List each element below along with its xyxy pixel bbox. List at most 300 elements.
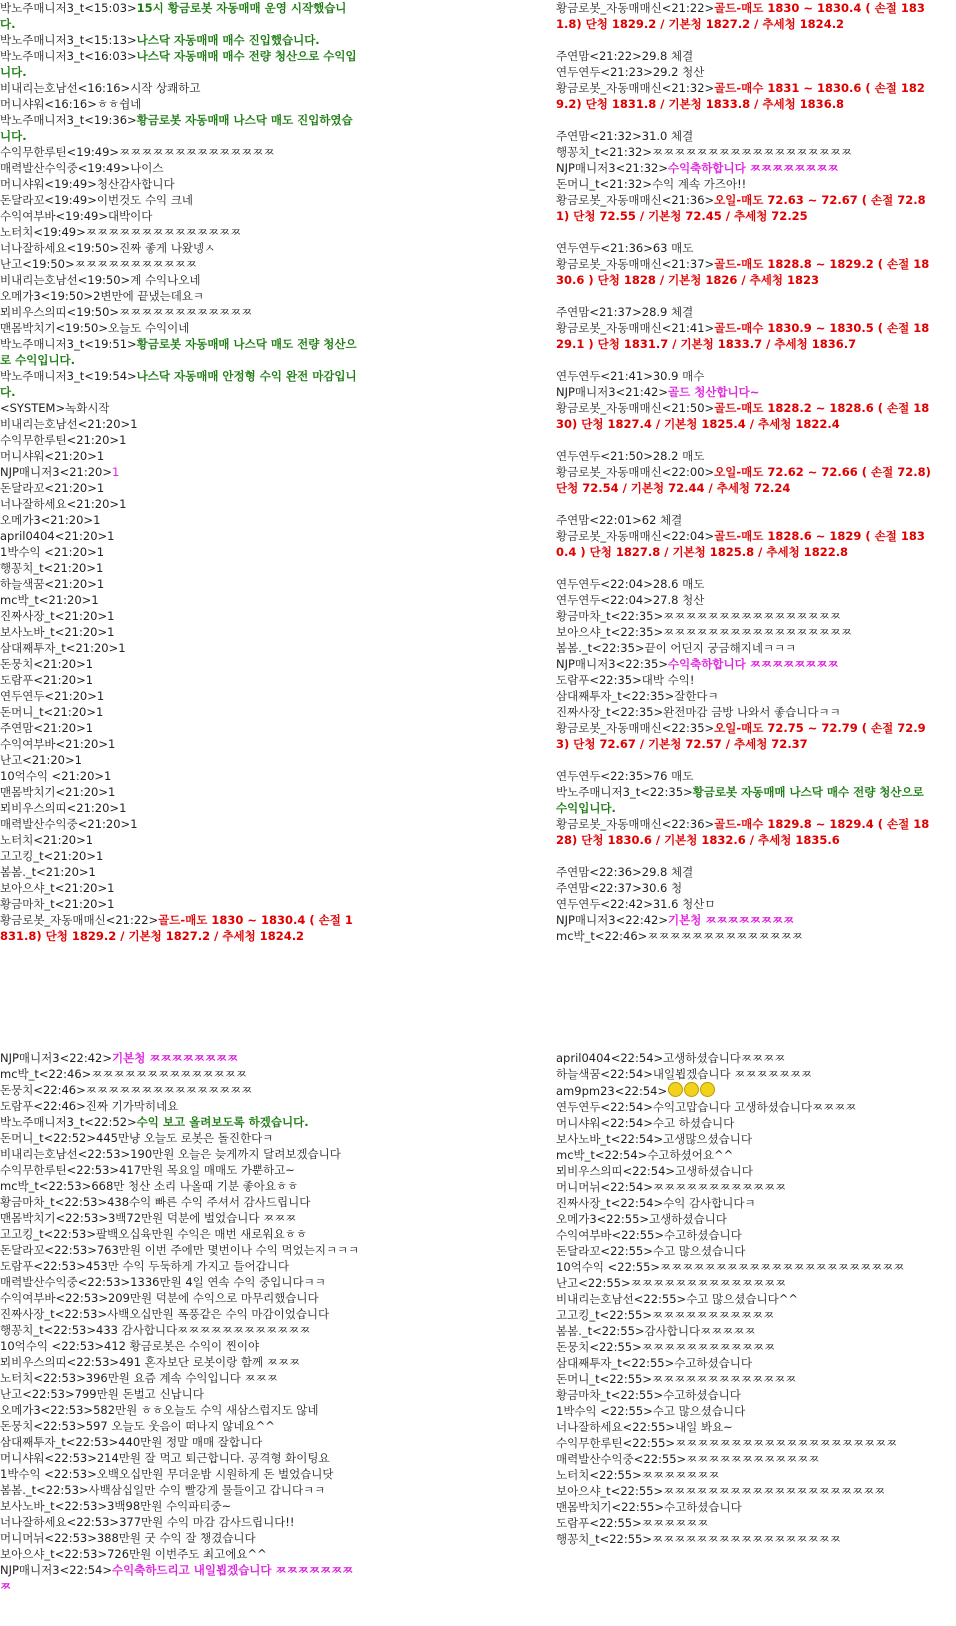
chat-speaker: 머니샤워<22:53> xyxy=(0,1451,97,1465)
chat-speaker: 1박수익 <22:55> xyxy=(556,1404,653,1418)
chat-text: 799만원 돈벌고 신납니다 xyxy=(74,1387,204,1401)
chat-message xyxy=(0,320,360,336)
chat-message xyxy=(0,1114,360,1130)
chat-text: 기본청 ㅉㅉㅉㅉㅉㅉㅉㅉ xyxy=(668,913,795,927)
chat-text: 28.6 매도 xyxy=(652,577,705,591)
chat-speaker: 황금마차_t<21:20> xyxy=(0,897,108,911)
chat-text: 1 xyxy=(130,417,138,431)
chat-spacer xyxy=(556,288,936,304)
chat-text: 31.0 체결 xyxy=(641,129,694,143)
chat-speaker: 황금로봇_자동매매신<21:37> xyxy=(556,257,715,271)
chat-speaker: 박노주매니저3_t<22:52> xyxy=(0,1115,137,1129)
chat-message xyxy=(556,240,936,256)
chat-message xyxy=(0,304,360,320)
chat-text: 1 xyxy=(107,625,115,639)
chat-message xyxy=(556,1163,936,1179)
chat-text: 고생하셨습니다ㅉㅉㅉㅉ xyxy=(663,1051,786,1065)
chat-message xyxy=(556,1515,936,1531)
chat-speaker: 수익무한루틴<19:49> xyxy=(0,145,120,159)
chat-message xyxy=(556,1291,936,1307)
chat-message xyxy=(556,400,936,432)
chat-text: 골드 청산합니다~ xyxy=(668,385,760,399)
chat-text: ㅉㅉㅉㅉㅉㅉㅉㅉㅉㅉㅉㅉㅉㅉㅉㅉㅉㅉㅉㅉㅉㅉ xyxy=(660,1260,905,1274)
chat-message xyxy=(556,1195,936,1211)
chat-speaker: april0404<21:20> xyxy=(0,529,108,543)
chat-text: 사백삼십일만 수익 빨강게 물들이고 갑니다ㅋㅋ xyxy=(88,1483,326,1497)
chat-text: 1 xyxy=(96,689,105,703)
chat-speaker: 주연맘<21:20> xyxy=(0,721,86,735)
chat-speaker: 머니머뉘<22:53> xyxy=(0,1531,97,1545)
chat-speaker: 박노주매니저3_t<16:03> xyxy=(0,49,137,63)
chat-message xyxy=(556,304,936,320)
chat-speaker: 1박수익 <22:53> xyxy=(0,1467,97,1481)
chat-speaker: 주연맘<22:01> xyxy=(556,513,642,527)
chat-speaker: 행꽁치_t<22:53> xyxy=(0,1323,96,1337)
chat-text: 계 수익나오네 xyxy=(130,273,201,287)
chat-message xyxy=(556,384,936,400)
chat-message xyxy=(0,1306,360,1322)
chat-message xyxy=(0,1530,360,1546)
chat-speaker: 수익여부바<22:53> xyxy=(0,1291,108,1305)
chat-panel-2[interactable] xyxy=(556,0,936,950)
chat-text: 1 xyxy=(107,737,116,751)
chat-text: 골드-매도 1828.8 ~ 1829.2 ( 손절 1830.6 ) 단청 1828 / 기본청 1826 / 추세청 1823 xyxy=(556,257,930,287)
chat-speaker: 돈머니_t<21:20> xyxy=(0,705,96,719)
chat-text: 대박 수익! xyxy=(641,673,695,687)
chat-text: 1 xyxy=(96,705,104,719)
chat-speaker: 돈달라꼬<21:20> xyxy=(0,481,97,495)
chat-speaker: 보사노바_t<22:54> xyxy=(556,1132,664,1146)
chat-text: 골드-매도 1828.6 ~ 1829 ( 손절 1830.4 ) 단청 1827.8 / 기본청 1825.8 / 추세청 1822.8 xyxy=(556,529,925,559)
chat-text: 고생많으셨습니다 xyxy=(663,1132,752,1146)
chat-speaker: NJP매니저3<22:35> xyxy=(556,657,668,671)
chat-speaker: 오메가3<22:55> xyxy=(556,1212,650,1226)
chat-spacer xyxy=(556,224,936,240)
chat-text: 기본청 ㅉㅉㅉㅉㅉㅉㅉㅉ xyxy=(112,1051,239,1065)
chat-message xyxy=(0,448,360,464)
chat-message xyxy=(0,672,360,688)
chat-message xyxy=(0,432,360,448)
chat-text: 28.9 체결 xyxy=(641,305,694,319)
chat-message xyxy=(0,800,360,816)
chat-message xyxy=(556,48,936,64)
chat-text: ㅉㅉㅉㅉㅉㅉㅉㅉㅉㅉㅉㅉ xyxy=(641,1340,776,1354)
chat-text: 수고하셨습니다 xyxy=(663,1228,742,1242)
chat-message xyxy=(0,1434,360,1450)
chat-message xyxy=(0,704,360,720)
chat-text: 진짜 좋게 나왔넹ㅅ xyxy=(119,241,216,255)
chat-speaker: 진짜사장_t<22:53> xyxy=(0,1307,108,1321)
chat-message xyxy=(0,464,360,480)
chat-speaker: 삼대째투자_t<22:35> xyxy=(556,689,675,703)
chat-speaker: 봄봄._t<21:20> xyxy=(0,865,89,879)
chat-speaker: 뫼비우스의띠<22:54> xyxy=(556,1164,676,1178)
chat-message xyxy=(556,1307,936,1323)
chat-message xyxy=(0,0,360,32)
chat-speaker: 도람푸<22:55> xyxy=(556,1516,642,1530)
chat-speaker: 맨몸박치기<21:20> xyxy=(0,785,108,799)
chat-message xyxy=(556,720,936,752)
chat-text: ㅉㅉㅉㅉㅉㅉㅉㅉㅉㅉㅉㅉㅉㅉ xyxy=(630,1276,787,1290)
chat-speaker: 10억수익 <22:53> xyxy=(0,1339,105,1353)
chat-message xyxy=(556,608,936,624)
chat-message xyxy=(0,1082,360,1098)
chat-speaker: 박노주매니저3_t<15:03> xyxy=(0,1,137,15)
chat-speaker: NJP매니저3<22:42> xyxy=(556,913,668,927)
chat-speaker: 비내리는호남선<22:55> xyxy=(556,1292,687,1306)
chat-text: 1 xyxy=(119,433,127,447)
chat-speaker: 머니샤워<22:54> xyxy=(556,1116,653,1130)
chat-speaker: 도람푸<22:53> xyxy=(0,1259,86,1273)
chat-speaker: 고고킹_t<22:55> xyxy=(556,1308,652,1322)
chat-message xyxy=(556,1099,936,1115)
chat-text: 나스닥 자동매매 매수 전량 청산으로 수익입니다. xyxy=(0,49,357,79)
chat-text: 대박이다 xyxy=(107,209,153,223)
chat-speaker: 비내리는호남선<22:53> xyxy=(0,1147,131,1161)
chat-text: 청산감사합니다 xyxy=(96,177,175,191)
chat-text: 28.2 매도 xyxy=(652,449,705,463)
chat-message xyxy=(0,368,360,400)
chat-text: 수고 많으셨습니다 xyxy=(652,1244,746,1258)
chat-spacer xyxy=(556,112,936,128)
chat-speaker: april0404<22:54> xyxy=(556,1051,664,1065)
chat-text: 377만원 수익 마감 감사드립니다!! xyxy=(119,1515,295,1529)
chat-speaker: 진짜사장_t<21:20> xyxy=(0,609,108,623)
chat-spacer xyxy=(556,352,936,368)
chat-text: 1 xyxy=(104,769,112,783)
chat-message xyxy=(0,80,360,96)
chat-message xyxy=(556,1115,936,1131)
chat-text: 433 감사합니다ㅉㅉㅉㅉㅉㅉㅉㅉㅉㅉㅉㅉ xyxy=(96,1323,311,1337)
chat-message xyxy=(0,336,360,368)
chat-speaker: <SYSTEM> xyxy=(0,401,66,415)
chat-message xyxy=(556,1339,936,1355)
chat-spacer xyxy=(556,848,936,864)
chat-speaker: 돈머니_t<21:32> xyxy=(556,177,652,191)
chat-speaker: NJP매니저3<21:42> xyxy=(556,385,668,399)
chat-text: 29.2 청산 xyxy=(652,65,705,79)
chat-speaker: 너나잘하세요<19:50> xyxy=(0,241,120,255)
chat-speaker: 보아으샤_t<22:55> xyxy=(556,1484,664,1498)
chat-speaker: 수익무한루틴<22:55> xyxy=(556,1436,676,1450)
chat-panel-4[interactable] xyxy=(556,1050,936,1626)
chat-speaker: 연두연두<22:35> xyxy=(556,769,653,783)
chat-speaker: 박노주매니저3_t<22:35> xyxy=(556,785,693,799)
chat-text: 오일-매도 72.75 ~ 72.79 ( 손절 72.93) 단청 72.67 / 기본청 72.57 / 추세청 72.37 xyxy=(556,721,926,751)
chat-text: 440만원 정말 매매 잘합니다 xyxy=(118,1435,263,1449)
chat-message xyxy=(0,1130,360,1146)
chat-speaker: 머니샤워<21:20> xyxy=(0,449,97,463)
chat-message xyxy=(556,640,936,656)
chat-message xyxy=(556,1082,936,1099)
chat-speaker: 비내리는호남선<21:20> xyxy=(0,417,131,431)
chat-speaker: 오메가3<21:20> xyxy=(0,513,94,527)
chat-message xyxy=(0,1370,360,1386)
chat-text: 1 xyxy=(85,673,94,687)
chat-speaker: 돈달라꼬<19:49> xyxy=(0,193,97,207)
chat-text: ㅉㅉㅉㅉㅉㅉㅉㅉㅉㅉㅉㅉㅉ xyxy=(652,1372,797,1386)
smiley-emoticon-icon xyxy=(700,1082,715,1097)
chat-message xyxy=(0,1146,360,1162)
chat-speaker: 박노주매니저3_t<19:54> xyxy=(0,369,137,383)
chat-text: 수익축하합니다 ㅉㅉㅉㅉㅉㅉㅉㅉ xyxy=(668,657,839,671)
chat-message xyxy=(556,464,936,496)
chat-text: ㅉㅉㅉㅉㅉㅉㅉ xyxy=(641,1468,720,1482)
chat-message xyxy=(0,1210,360,1226)
chat-speaker: 주연맘<21:32> xyxy=(556,129,642,143)
chat-text: 수고하셨습니다 xyxy=(663,1388,741,1402)
chat-message xyxy=(0,144,360,160)
chat-message xyxy=(0,1066,360,1082)
chat-text: 1 xyxy=(107,785,116,799)
chat-message xyxy=(556,64,936,80)
chat-speaker: 하늘색꿈<21:20> xyxy=(0,577,97,591)
chat-text: 끝이 어딘지 궁금해지네ㅋㅋㅋ xyxy=(644,641,797,655)
chat-message xyxy=(556,1499,936,1515)
chat-speaker: mc박_t<22:46> xyxy=(0,1067,92,1081)
chat-message xyxy=(556,1531,936,1547)
chat-text: 396만원 요즘 계속 수익입니다 ㅉㅉㅉ xyxy=(85,1371,278,1385)
chat-text: 1 xyxy=(85,833,94,847)
chat-text: ㅉㅉㅉㅉㅉㅉㅉㅉㅉㅉㅉㅉㅉㅉㅉㅉㅉㅉ xyxy=(652,145,852,159)
chat-message xyxy=(556,880,936,896)
chat-text: 1 xyxy=(130,817,138,831)
chat-speaker: 보사노바_t<21:20> xyxy=(0,625,108,639)
chat-message xyxy=(556,1419,936,1435)
chat-text: ㅉㅉㅉㅉㅉㅉㅉㅉㅉㅉㅉㅉ xyxy=(686,1452,820,1466)
chat-speaker: 뫼비우스의띠<22:53> xyxy=(0,1355,120,1369)
chat-speaker: 연두연두<22:42> xyxy=(556,897,653,911)
chat-message xyxy=(556,1371,936,1387)
chat-text: 사백오십만원 폭풍같은 수익 마감이었습니다 xyxy=(107,1307,330,1321)
chat-speaker: 1박수익 <21:20> xyxy=(0,545,97,559)
chat-message xyxy=(556,256,936,288)
chat-speaker: 난고<21:20> xyxy=(0,753,75,767)
chat-message xyxy=(0,1338,360,1354)
chat-message xyxy=(556,368,936,384)
chat-text: ㅉㅉㅉㅉㅉㅉㅉㅉㅉㅉㅉㅉ xyxy=(652,1180,787,1194)
chat-text: 오일-매도 72.63 ~ 72.67 ( 손절 72.81) 단청 72.55 / 기본청 72.45 / 추세청 72.25 xyxy=(556,193,926,223)
chat-text: 15시 황금로봇 자동매매 운영 시작했습니다. xyxy=(0,1,347,31)
chat-speaker: 삼대째투자_t<21:20> xyxy=(0,641,119,655)
chat-speaker: 고고킹_t<21:20> xyxy=(0,849,96,863)
chat-speaker: 연두연두<21:23> xyxy=(556,65,653,79)
chat-text: 골드-매도 1830 ~ 1830.4 ( 손절 1831.8) 단청 1829.2 / 기본청 1827.2 / 추세청 1824.2 xyxy=(556,1,925,31)
chat-speaker: 수익여부바<21:20> xyxy=(0,737,108,751)
chat-speaker: 행꽁치_t<21:20> xyxy=(0,561,96,575)
chat-message xyxy=(0,768,360,784)
chat-message xyxy=(0,1162,360,1178)
chat-speaker: 노터치<22:53> xyxy=(0,1371,86,1385)
chat-text: 오일-매도 72.62 ~ 72.66 ( 손절 72.8) 단청 72.54 / 기본청 72.44 / 추세청 72.24 xyxy=(556,465,931,495)
chat-speaker: 연두연두<21:36> xyxy=(556,241,653,255)
chat-message xyxy=(556,768,936,784)
chat-speaker: 황금로봇_자동매매신<21:36> xyxy=(556,193,715,207)
chat-speaker: 진짜사장_t<22:54> xyxy=(556,1196,664,1210)
chat-speaker: 황금로봇_자동매매신<22:04> xyxy=(556,529,715,543)
chat-text: 황금로봇 자동매매 나스닥 매수 전량 청산으로 수익입니다. xyxy=(556,785,924,815)
chat-text: 30.9 매수 xyxy=(652,369,705,383)
chat-message xyxy=(0,576,360,592)
chat-panel-3[interactable] xyxy=(0,1050,360,1626)
chat-text: ㅉㅉㅉㅉㅉㅉㅉㅉㅉㅉㅉㅉ xyxy=(119,305,253,319)
chat-speaker: 봄봄._t<22:55> xyxy=(556,1324,645,1338)
chat-text: 이번것도 수익 크네 xyxy=(96,193,194,207)
chat-speaker: 하늘색꿈<22:54> xyxy=(556,1067,653,1081)
chat-text: 수고 하셨습니다 xyxy=(652,1116,735,1130)
chat-message xyxy=(0,96,360,112)
chat-message xyxy=(0,240,360,256)
chat-speaker: 황금로봇_자동매매신<21:32> xyxy=(556,81,715,95)
chat-speaker: 황금로봇_자동매매신<22:36> xyxy=(556,817,715,831)
chat-message xyxy=(556,1179,936,1195)
chat-message xyxy=(0,832,360,848)
chat-text: 1 xyxy=(85,721,94,735)
chat-speaker: 매력발산수익중<21:20> xyxy=(0,817,131,831)
chat-speaker: 돈뭉치<22:53> xyxy=(0,1419,86,1433)
chat-text: 골드-매수 1829.8 ~ 1829.4 ( 손절 1828) 단청 1830.6 / 기본청 1832.6 / 추세청 1835.6 xyxy=(556,817,930,847)
chat-text: 1 xyxy=(119,497,127,511)
chat-speaker: 연두연두<21:41> xyxy=(556,369,653,383)
chat-text: 골드-매수 1831 ~ 1830.6 ( 손절 1829.2) 단청 1831.8 / 기본청 1833.8 / 추세청 1836.8 xyxy=(556,81,925,111)
chat-text: 190만원 오늘은 늦게까지 달려보겠습니다 xyxy=(130,1147,341,1161)
chat-speaker: mc박_t<21:20> xyxy=(0,593,92,607)
chat-message xyxy=(556,1259,936,1275)
chat-text: 31.6 청산ㅁ xyxy=(652,897,716,911)
chat-message xyxy=(0,1050,360,1066)
chat-message xyxy=(0,288,360,304)
chat-message xyxy=(556,1483,936,1499)
chat-speaker: 보아으샤_t<21:20> xyxy=(0,881,108,895)
chat-speaker: 연두연두<22:04> xyxy=(556,577,653,591)
chat-speaker: 황금마차_t<22:35> xyxy=(556,609,664,623)
chat-message xyxy=(556,192,936,224)
chat-message xyxy=(556,144,936,160)
chat-text: 453만 수익 두둑하게 가지고 들어갑니다 xyxy=(85,1259,289,1273)
chat-speaker: 연두연두<22:54> xyxy=(556,1100,653,1114)
chat-text: 726만원 이번주도 최고에요^^ xyxy=(107,1547,267,1561)
chat-spacer xyxy=(556,32,936,48)
chat-text: ㅉㅉㅉㅉㅉㅉㅉㅉㅉㅉㅉㅉㅉㅉ xyxy=(85,225,242,239)
chat-message xyxy=(556,512,936,528)
chat-message xyxy=(556,1131,936,1147)
chat-text: 나스닥 자동매매 매수 진입했습니다. xyxy=(136,33,320,47)
chat-text: 1 xyxy=(118,641,126,655)
chat-speaker: 매력발산수익중<22:55> xyxy=(556,1452,687,1466)
chat-message xyxy=(556,704,936,720)
chat-text: 1 xyxy=(96,449,105,463)
smiley-emoticon-icon xyxy=(668,1082,683,1097)
chat-text: 63 매도 xyxy=(652,241,694,255)
chat-message xyxy=(0,816,360,832)
chat-text: 27.8 청산 xyxy=(652,593,705,607)
chat-message xyxy=(0,1450,360,1466)
chat-text: ㅉㅉㅉㅉㅉㅉ xyxy=(641,1516,709,1530)
chat-speaker: 주연맘<22:36> xyxy=(556,865,642,879)
chat-speaker: 진짜사장_t<22:35> xyxy=(556,705,664,719)
chat-message xyxy=(556,1227,936,1243)
chat-text: ㅉㅉㅉㅉㅉㅉㅉㅉㅉㅉㅉ xyxy=(652,1308,775,1322)
chat-speaker: 너나잘하세요<22:53> xyxy=(0,1515,120,1529)
chat-text: 1 xyxy=(96,561,104,575)
chat-message xyxy=(0,1546,360,1562)
chat-message xyxy=(556,1435,936,1451)
chat-message xyxy=(0,112,360,144)
chat-speaker: 보사노바_t<22:53> xyxy=(0,1499,108,1513)
chat-speaker: 머니샤워<16:16> xyxy=(0,97,97,111)
chat-speaker: 수익무한루틴<22:53> xyxy=(0,1163,120,1177)
chat-text: 녹화시작 xyxy=(65,401,110,415)
chat-speaker: 행꽁치_t<21:32> xyxy=(556,145,652,159)
chat-message xyxy=(0,1242,360,1258)
chat-message xyxy=(0,416,360,432)
chat-speaker: 보아으샤_t<22:35> xyxy=(556,625,664,639)
chat-text: 고생하셨습니다 xyxy=(649,1212,727,1226)
chat-message xyxy=(0,192,360,208)
chat-message xyxy=(0,1498,360,1514)
chat-speaker: 노터치<21:20> xyxy=(0,833,86,847)
chat-text: ㅉㅉㅉㅉㅉㅉㅉㅉㅉㅉㅉㅉㅉㅉㅉㅉㅉ xyxy=(652,1532,841,1546)
chat-speaker: 연두연두<21:20> xyxy=(0,689,97,703)
chat-speaker: 오메가3<22:53> xyxy=(0,1403,94,1417)
chat-text: 수익축하드리고 내일뵙겠습니다 ㅉㅉㅉㅉㅉㅉㅉㅉ xyxy=(0,1563,354,1593)
chat-text: 골드-매수 1830.9 ~ 1830.5 ( 손절 1829.1 ) 단청 1831.7 / 기본청 1833.7 / 추세청 1836.7 xyxy=(556,321,930,351)
chat-text: 1336만원 4일 연속 수익 중입니다ㅋㅋ xyxy=(130,1275,326,1289)
chat-text: 수고하셨습니다 xyxy=(674,1356,752,1370)
chat-message xyxy=(0,1290,360,1306)
chat-message xyxy=(0,1258,360,1274)
chat-speaker: 난고<19:50> xyxy=(0,257,75,271)
chat-message xyxy=(0,1354,360,1370)
chat-message xyxy=(556,128,936,144)
chat-speaker: 수익여부바<19:49> xyxy=(0,209,108,223)
chat-text: 1 xyxy=(93,513,101,527)
chat-text: 445만냥 오늘도 로봇은 돌진한다ㅋ xyxy=(96,1131,274,1145)
chat-speaker: mc박_t<22:46> xyxy=(556,929,648,943)
chat-message xyxy=(0,1178,360,1194)
chat-message xyxy=(0,256,360,272)
chat-speaker: 돈뭉치<22:55> xyxy=(556,1340,642,1354)
chat-text: 수고 많으셨습니다 xyxy=(652,1404,746,1418)
chat-speaker: 황금마차_t<22:55> xyxy=(556,1388,664,1402)
chat-text: 황금로봇 자동매매 나스닥 매도 전량 청산으로 수익입니다. xyxy=(0,337,357,367)
chat-message xyxy=(556,784,936,816)
chat-speaker: 돈머니_t<22:52> xyxy=(0,1131,96,1145)
chat-speaker: 박노주매니저3_t<19:36> xyxy=(0,113,137,127)
chat-message xyxy=(0,1466,360,1482)
chat-message xyxy=(0,544,360,560)
chat-text: 62 체결 xyxy=(641,513,683,527)
chat-message xyxy=(0,1418,360,1434)
chat-text: 763만원 이번 주에만 몇번이나 수익 먹었는지ㅋㅋㅋ xyxy=(96,1243,360,1257)
chat-message xyxy=(556,1050,936,1066)
chat-text: 491 혼자보단 로봇이랑 함께 ㅉㅉㅉ xyxy=(119,1355,301,1369)
chat-message xyxy=(0,208,360,224)
chat-speaker: 10억수익 <21:20> xyxy=(0,769,105,783)
chat-text: ㅉㅉㅉㅉㅉㅉㅉㅉㅉㅉㅉㅉㅉㅉㅉㅉㅉㅉㅉㅉ xyxy=(663,1484,886,1498)
chat-message xyxy=(556,176,936,192)
chat-panel-1[interactable] xyxy=(0,0,360,950)
chat-text: 시작 상쾌하고 xyxy=(130,81,201,95)
chat-text: 수익고맙습니다 고생하셨습니다ㅉㅉㅉㅉ xyxy=(652,1100,857,1114)
chat-message xyxy=(556,1467,936,1483)
chat-message xyxy=(556,80,936,112)
chat-message xyxy=(0,400,360,416)
chat-speaker: 노터치<19:49> xyxy=(0,225,86,239)
chat-message xyxy=(556,448,936,464)
chat-message xyxy=(0,1226,360,1242)
chat-speaker: 봄봄._t<22:53> xyxy=(0,1483,89,1497)
